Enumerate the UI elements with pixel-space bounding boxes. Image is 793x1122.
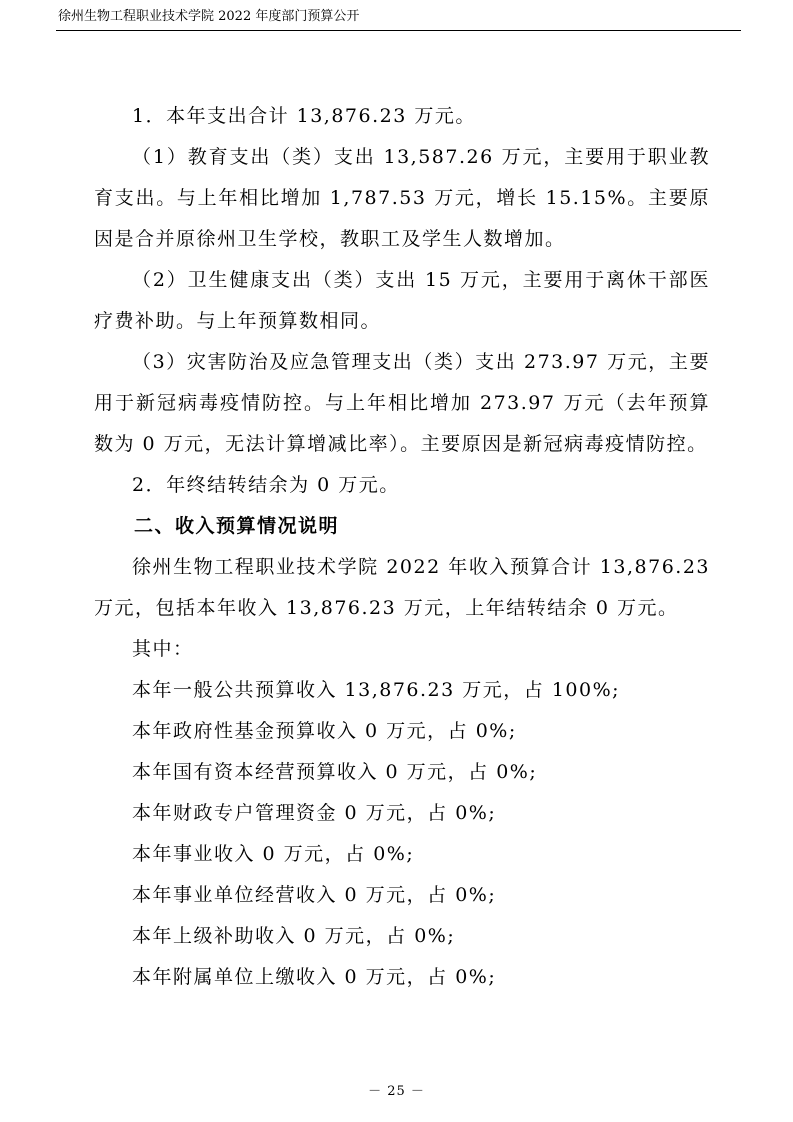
income-item-general-public-budget: 本年一般公共预算收入 13,876.23 万元，占 100%; [132, 679, 621, 701]
income-item-business-operation: 本年事业单位经营收入 0 万元，占 0%; [132, 884, 497, 906]
carryover-balance-paragraph: 2．年终结转结余为 0 万元。 [132, 474, 400, 496]
disaster-prevention-expenditure-paragraph: （3）灾害防治及应急管理支出（类）支出 273.97 万元，主要用于新冠病毒疫情防控。与上年相比增加 273.97 万元（去年预算数为 0 万元，无法计算增减比率）。主要原因是新冠病毒疫情防控。 [94, 351, 710, 455]
expenditure-total-paragraph: 1．本年支出合计 13,876.23 万元。 [132, 105, 476, 127]
income-summary-paragraph: 徐州生物工程职业技术学院 2022 年收入预算合计 13,876.23 万元，包括本年收入 13,876.23 万元，上年结转结余 0 万元。 [94, 556, 710, 619]
page-header-title: 徐州生物工程职业技术学院 2022 年度部门预算公开 [58, 9, 360, 24]
section-heading-income: 二、收入预算情况说明 [134, 515, 340, 537]
income-item-state-capital: 本年国有资本经营预算收入 0 万元，占 0%; [132, 761, 538, 783]
income-item-affiliated-units: 本年附属单位上缴收入 0 万元，占 0%; [132, 966, 497, 988]
income-intro-label: 其中： [132, 638, 194, 660]
education-expenditure-paragraph: （1）教育支出（类）支出 13,587.26 万元，主要用于职业教育支出。与上年相比增加 1,787.53 万元，增长 15.15%。主要原因是合并原徐州卫生学校，教职工及学生人数增加。 [94, 146, 710, 250]
income-item-business-income: 本年事业收入 0 万元，占 0%; [132, 843, 415, 865]
income-item-fiscal-special-account: 本年财政专户管理资金 0 万元，占 0%; [132, 802, 497, 824]
document-body [94, 96, 710, 998]
income-item-superior-subsidy: 本年上级补助收入 0 万元，占 0%; [132, 925, 456, 947]
header-rule [56, 30, 741, 31]
page-number: － 25 － [368, 1084, 425, 1099]
income-item-government-fund: 本年政府性基金预算收入 0 万元，占 0%; [132, 720, 517, 742]
health-expenditure-paragraph: （2）卫生健康支出（类）支出 15 万元，主要用于离休干部医疗费补助。与上年预算数相同。 [94, 269, 710, 332]
